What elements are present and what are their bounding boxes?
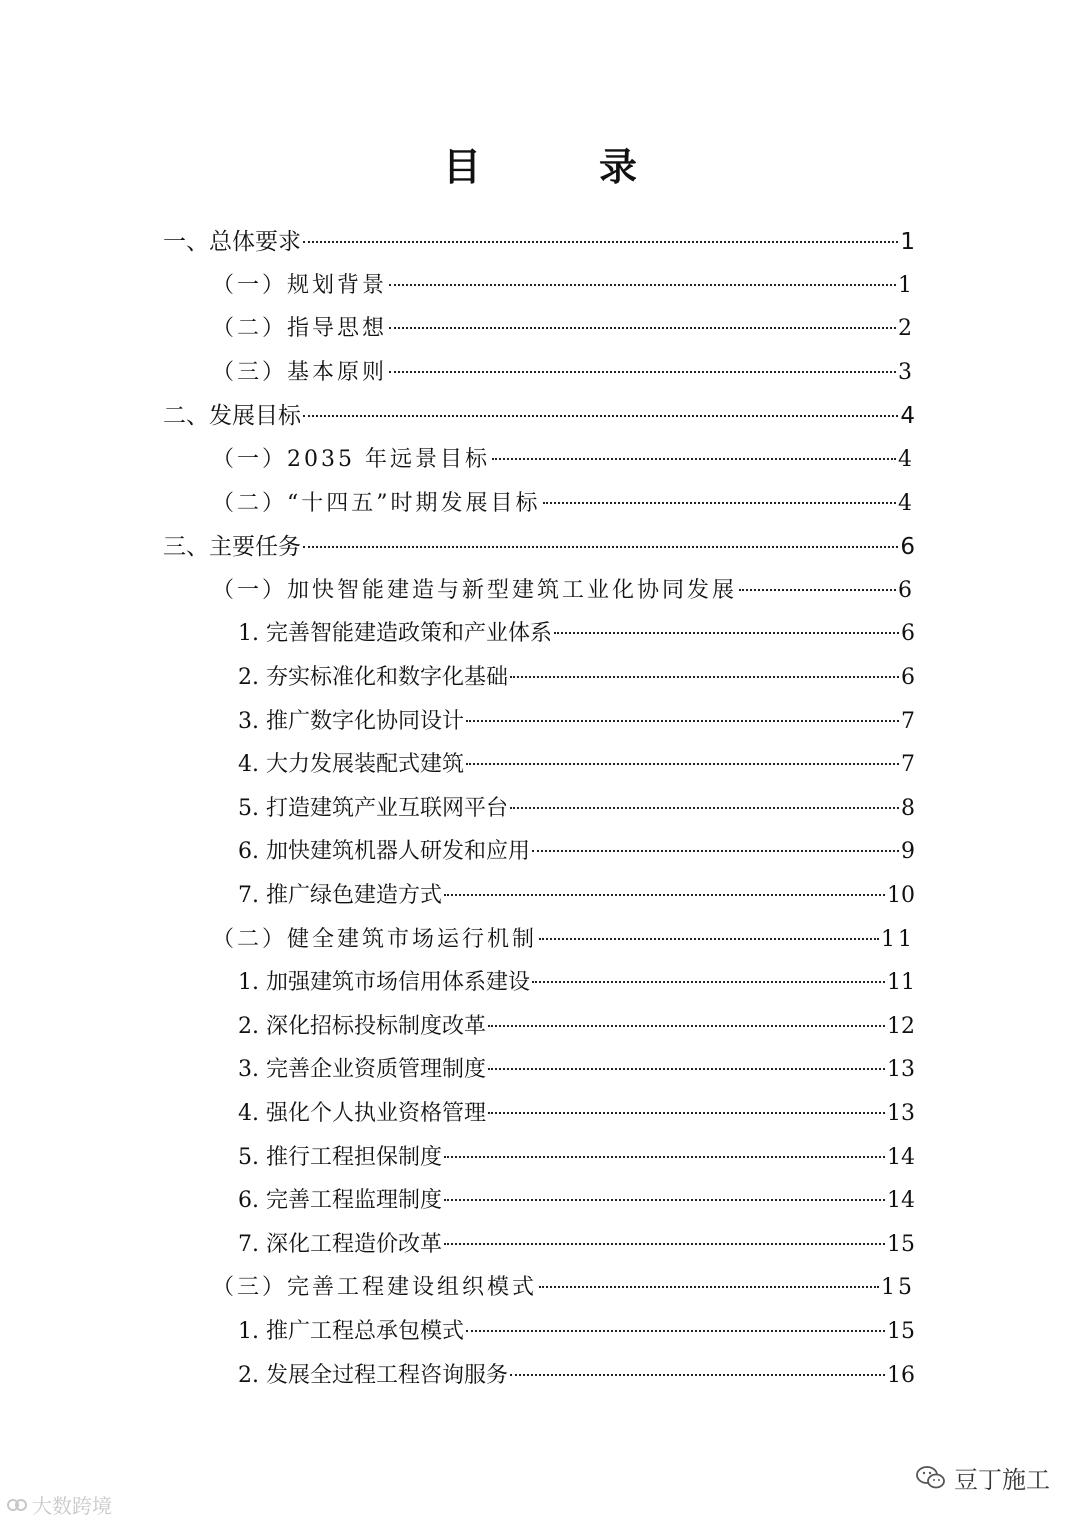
toc-entry[interactable] [212, 440, 915, 480]
toc-entry-label: （三）完善工程建设组织模式 [212, 1275, 538, 1301]
toc-entry-page-number: 6 [900, 534, 915, 561]
page-title: 目 录 [442, 145, 677, 189]
toc-leader-dots [466, 1330, 885, 1332]
toc-entry[interactable] [212, 353, 915, 393]
toc-leader-dots [466, 720, 899, 722]
toc-entry-label: 1. 加强建筑市场信用体系建设 [238, 970, 530, 996]
toc-entry-label: （二）指导思想 [212, 316, 388, 342]
toc-entry-label: （一）规划背景 [212, 272, 388, 298]
watermark-left [6, 1490, 112, 1519]
wechat-icon [916, 1465, 946, 1491]
toc-entry-page-number: 15 [887, 1319, 915, 1344]
toc-entry-label: 2. 发展全过程工程咨询服务 [238, 1362, 508, 1388]
watermark-right [916, 1460, 1050, 1495]
toc-entry-label: 2. 夯实标准化和数字化基础 [238, 665, 508, 690]
toc-entry[interactable] [238, 1050, 915, 1090]
toc-entry[interactable] [238, 745, 915, 785]
logo-icon [6, 1494, 28, 1516]
toc-entry-page-number: 6 [901, 621, 915, 647]
toc-leader-dots [539, 1286, 879, 1288]
toc-entry[interactable] [238, 789, 915, 829]
toc-entry-page-number: 1 [898, 272, 915, 298]
toc-leader-dots [389, 327, 896, 329]
toc-leader-dots [510, 807, 899, 809]
toc-entry-label: 7. 深化工程造价改革 [238, 1231, 442, 1257]
toc-leader-dots [492, 458, 896, 460]
toc-entry-label: （一）加快智能建造与新型建筑工业化协同发展 [212, 577, 738, 603]
toc-leader-dots [488, 1112, 885, 1114]
watermark-right-text: 豆丁施工 [954, 1466, 1050, 1494]
toc-leader-dots [539, 938, 879, 940]
toc-entry-page-number: 16 [887, 1362, 915, 1388]
toc-entry[interactable] [238, 702, 915, 742]
toc-entry-label: 3. 完善企业资质管理制度 [238, 1057, 486, 1083]
toc-entry-page-number: 13 [887, 1101, 915, 1126]
toc-entry-label: 4. 强化个人执业资格管理 [238, 1101, 486, 1126]
toc-entry-label: （二）“十四五”时期发展目标 [212, 490, 541, 516]
toc-entry-page-number: 2 [898, 316, 915, 342]
toc-entry[interactable] [238, 614, 915, 654]
toc-entry[interactable] [163, 396, 915, 436]
toc-leader-dots [444, 1156, 885, 1158]
toc-leader-dots [389, 371, 896, 373]
toc-entry-page-number: 10 [887, 883, 915, 908]
toc-entry-page-number: 11 [887, 970, 915, 996]
toc-entry[interactable] [238, 1138, 915, 1178]
toc-entry-label: 三、主要任务 [163, 534, 301, 561]
toc-entry-label: （三）基本原则 [212, 359, 388, 385]
toc-entry-label: 6. 完善工程监理制度 [238, 1188, 442, 1214]
toc-entry-page-number: 6 [901, 665, 915, 690]
toc-entry-page-number: 15 [887, 1231, 915, 1257]
toc-entry[interactable] [238, 1181, 915, 1221]
toc-leader-dots [510, 676, 899, 678]
toc-entry-label: 3. 推广数字化协同设计 [238, 708, 464, 734]
toc-entry-label: 5. 推行工程担保制度 [238, 1144, 442, 1170]
toc-entry[interactable] [163, 222, 915, 262]
toc-entry[interactable] [238, 1094, 915, 1134]
toc-entry[interactable] [238, 658, 915, 698]
toc-entry-page-number: 14 [887, 1188, 915, 1214]
toc-entry-page-number: 4 [898, 490, 915, 516]
toc-entry[interactable] [212, 571, 915, 611]
toc-entry-label: （二）健全建筑市场运行机制 [212, 926, 538, 952]
toc-entry[interactable] [212, 266, 915, 306]
toc-entry-page-number: 7 [901, 708, 915, 734]
toc-entry[interactable] [238, 1312, 915, 1352]
toc-entry-page-number: 9 [901, 839, 915, 865]
toc-entry-page-number: 12 [887, 1013, 915, 1039]
toc-entry[interactable] [212, 1268, 915, 1308]
toc-entry-page-number: 13 [887, 1057, 915, 1083]
toc-entry[interactable] [238, 1007, 915, 1047]
watermark-left-text: 大数跨境 [32, 1494, 112, 1518]
toc-leader-dots [488, 1025, 885, 1027]
toc-entry-label: 4. 大力发展装配式建筑 [238, 752, 464, 778]
toc-entry-page-number: 15 [881, 1275, 915, 1301]
toc-entry[interactable] [238, 832, 915, 872]
toc-entry[interactable] [238, 1356, 915, 1396]
toc-entry-page-number: 4 [898, 447, 915, 472]
toc-entry-label: 二、发展目标 [163, 403, 301, 430]
toc-entry-label: （一）2035 年远景目标 [212, 447, 490, 472]
toc-entry-label: 7. 推广绿色建造方式 [238, 883, 442, 908]
toc-entry[interactable] [238, 963, 915, 1003]
toc-entry[interactable] [238, 1225, 915, 1265]
toc-entry-label: 2. 深化招标投标制度改革 [238, 1013, 486, 1039]
toc-leader-dots [466, 763, 899, 765]
toc-leader-dots [532, 981, 885, 983]
toc-leader-dots [554, 632, 899, 634]
toc-entry-page-number: 7 [901, 752, 915, 778]
toc-entry-page-number: 6 [898, 577, 915, 603]
toc-leader-dots [389, 284, 896, 286]
toc-leader-dots [303, 241, 898, 243]
toc-entry[interactable] [212, 484, 915, 524]
toc-entry-page-number: 8 [901, 795, 915, 821]
toc-leader-dots [488, 1068, 885, 1070]
toc-leader-dots [510, 1374, 885, 1376]
toc-entry-label: 1. 完善智能建造政策和产业体系 [238, 621, 552, 647]
toc-entry-page-number: 11 [881, 926, 915, 952]
toc-entry-label: 6. 加快建筑机器人研发和应用 [238, 839, 530, 865]
toc-entry-label: 1. 推广工程总承包模式 [238, 1319, 464, 1344]
toc-entry[interactable] [163, 527, 915, 567]
toc-leader-dots [444, 1243, 885, 1245]
toc-entry[interactable] [212, 920, 915, 960]
toc-entry-page-number: 4 [900, 403, 915, 430]
toc-entry-label: 一、总体要求 [163, 229, 301, 255]
toc-entry-page-number: 1 [900, 229, 915, 255]
toc-entry-label: 5. 打造建筑产业互联网平台 [238, 795, 508, 821]
toc-leader-dots [532, 850, 899, 852]
toc-leader-dots [444, 1199, 885, 1201]
toc-entry[interactable] [212, 309, 915, 349]
toc-leader-dots [303, 415, 898, 417]
toc-leader-dots [739, 589, 896, 591]
toc-entry[interactable] [238, 876, 915, 916]
toc-entry-page-number: 14 [887, 1144, 915, 1170]
toc-leader-dots [444, 894, 885, 896]
toc-leader-dots [303, 546, 898, 548]
toc-entry-page-number: 3 [898, 359, 915, 385]
toc-leader-dots [543, 502, 897, 504]
